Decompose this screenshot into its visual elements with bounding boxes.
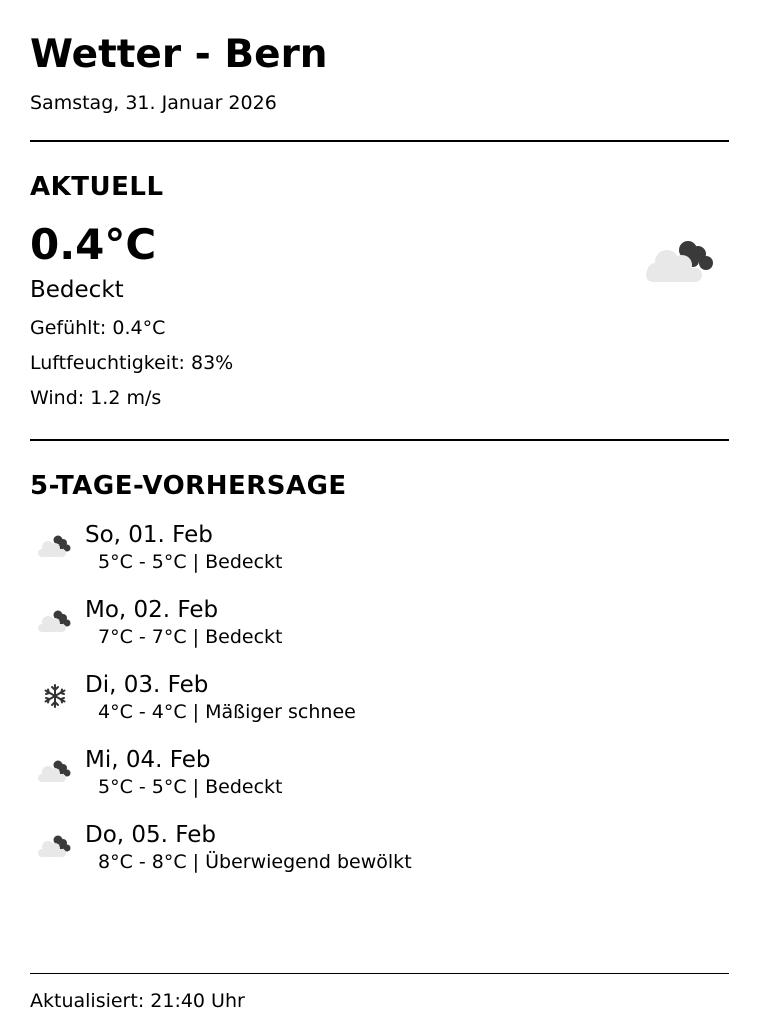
current-heading: AKTUELL bbox=[30, 172, 164, 202]
forecast-row bbox=[30, 821, 729, 881]
forecast-day: Mi, 04. Feb bbox=[85, 747, 211, 773]
forecast-day: Mo, 02. Feb bbox=[85, 597, 219, 623]
forecast-day: Di, 03. Feb bbox=[85, 672, 209, 698]
divider bbox=[30, 439, 729, 441]
weather-page bbox=[30, 0, 729, 1024]
overcast-cloud-icon bbox=[36, 756, 74, 784]
page-title: Wetter - Bern bbox=[30, 32, 328, 77]
overcast-cloud-icon bbox=[36, 531, 74, 559]
current-condition: Bedeckt bbox=[30, 277, 124, 303]
forecast-info: 5°C - 5°C | Bedeckt bbox=[98, 776, 283, 798]
humidity: Luftfeuchtigkeit: 83% bbox=[30, 352, 234, 374]
cloudy-icon bbox=[36, 831, 74, 859]
feels-like: Gefühlt: 0.4°C bbox=[30, 317, 166, 339]
wind: Wind: 1.2 m/s bbox=[30, 387, 162, 409]
forecast-info: 7°C - 7°C | Bedeckt bbox=[98, 626, 283, 648]
overcast-cloud-icon bbox=[36, 606, 74, 634]
snowflake-icon bbox=[42, 683, 68, 709]
forecast-row bbox=[30, 596, 729, 656]
forecast-row bbox=[30, 521, 729, 581]
forecast-heading: 5-TAGE-VORHERSAGE bbox=[30, 471, 347, 501]
current-date: Samstag, 31. Januar 2026 bbox=[30, 92, 277, 114]
last-updated: Aktualisiert: 21:40 Uhr bbox=[30, 990, 245, 1012]
forecast-info: 4°C - 4°C | Mäßiger schnee bbox=[98, 701, 356, 723]
divider bbox=[30, 140, 729, 142]
forecast-row bbox=[30, 671, 729, 731]
current-temperature: 0.4°C bbox=[30, 220, 157, 269]
forecast-day: Do, 05. Feb bbox=[85, 822, 217, 848]
overcast-cloud-icon bbox=[642, 234, 718, 286]
divider bbox=[30, 973, 729, 974]
forecast-row bbox=[30, 746, 729, 806]
forecast-info: 8°C - 8°C | Überwiegend bewölkt bbox=[98, 851, 412, 873]
forecast-day: So, 01. Feb bbox=[85, 522, 213, 548]
forecast-info: 5°C - 5°C | Bedeckt bbox=[98, 551, 283, 573]
